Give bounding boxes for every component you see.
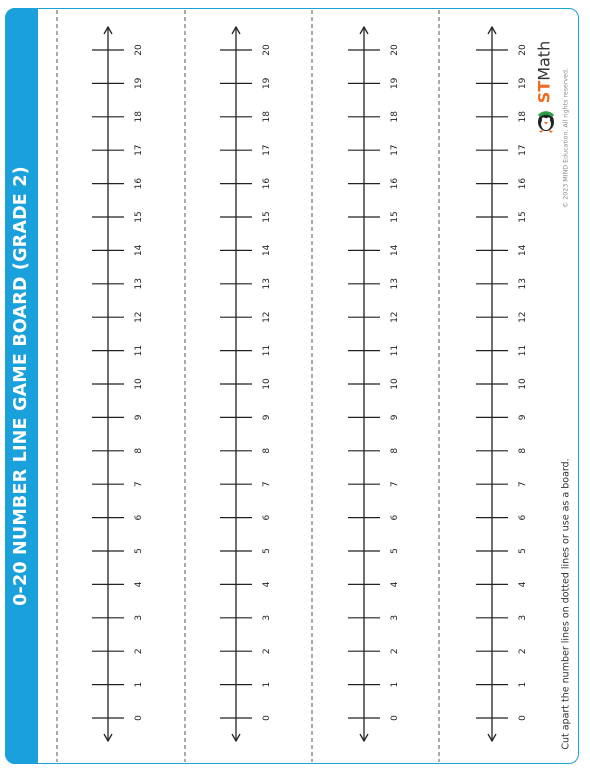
number-line-3-tick-label-6: 6 <box>390 514 400 521</box>
number-line-2-tick-label-10: 10 <box>262 378 272 390</box>
instructions-text: Cut apart the number lines on dotted lines or use as a board. <box>560 458 572 750</box>
number-line-1-tick-label-8: 8 <box>134 447 144 454</box>
copyright-text: © 2023 MIND Education. All rights reserved. <box>562 67 570 209</box>
number-line-4-tick-label-12: 12 <box>518 311 528 323</box>
number-line-4-tick-label-0: 0 <box>518 715 528 721</box>
number-line-3-tick-label-16: 16 <box>390 177 400 190</box>
number-line-3-tick-label-18: 18 <box>390 111 400 123</box>
number-line-3-tick-label-11: 11 <box>390 344 400 357</box>
number-line-4-tick-label-6: 6 <box>518 514 528 521</box>
number-line-1-tick-label-12: 12 <box>134 311 144 323</box>
number-line-3-tick-label-19: 19 <box>390 77 400 90</box>
number-line-3-tick-label-4: 4 <box>390 581 400 588</box>
number-line-1-tick-label-18: 18 <box>134 111 144 123</box>
number-line-4-tick-label-13: 13 <box>518 278 528 290</box>
number-line-4-tick-label-1: 1 <box>518 681 528 688</box>
penguin-mascot-icon <box>536 109 556 133</box>
number-line-2-tick-label-12: 12 <box>262 311 272 323</box>
number-line-3-tick-label-15: 15 <box>390 211 400 223</box>
number-line-4-tick-label-11: 11 <box>518 344 528 357</box>
page-title: 0-20 NUMBER LINE GAME BOARD (GRADE 2) <box>11 166 31 606</box>
number-line-1-tick-label-1: 1 <box>134 681 144 688</box>
number-line-1-tick-label-13: 13 <box>134 278 144 290</box>
number-line-3-tick-label-9: 9 <box>390 414 400 421</box>
number-line-2-tick-label-13: 13 <box>262 278 272 290</box>
number-line-4-tick-label-5: 5 <box>518 548 528 554</box>
number-line-1-tick-label-14: 14 <box>134 244 144 257</box>
number-line-3-tick-label-1: 1 <box>390 681 400 688</box>
number-line-4-tick-label-17: 17 <box>518 144 528 156</box>
number-line-4-tick-label-2: 2 <box>518 648 528 655</box>
number-line-1-tick-label-16: 16 <box>134 177 144 190</box>
number-line-3-tick-label-2: 2 <box>390 648 400 655</box>
number-line-2-tick-label-7: 7 <box>262 481 272 488</box>
number-line-4-tick-label-7: 7 <box>518 481 528 488</box>
number-line-4-tick-label-10: 10 <box>518 378 528 390</box>
number-line-1-tick-label-19: 19 <box>134 77 144 90</box>
number-line-4-tick-label-18: 18 <box>518 111 528 123</box>
number-line-1-tick-label-4: 4 <box>134 581 144 588</box>
number-line-3-tick-label-14: 14 <box>390 244 400 257</box>
number-line-3-tick-label-12: 12 <box>390 311 400 323</box>
number-line-4-tick-label-15: 15 <box>518 211 528 223</box>
number-line-4-tick-label-19: 19 <box>518 77 528 90</box>
number-line-1-tick-label-17: 17 <box>134 144 144 156</box>
number-line-1-tick-label-9: 9 <box>134 414 144 421</box>
number-line-2-tick-label-0: 0 <box>262 715 272 721</box>
number-line-2-tick-label-5: 5 <box>262 548 272 554</box>
number-line-1-tick-label-6: 6 <box>134 514 144 521</box>
number-line-4-tick-label-9: 9 <box>518 414 528 421</box>
number-line-3-tick-label-10: 10 <box>390 378 400 390</box>
number-line-4-tick-label-4: 4 <box>518 581 528 588</box>
logo-st: ST <box>534 80 554 104</box>
number-line-4-tick-label-16: 16 <box>518 177 528 190</box>
number-line-4-tick-label-20: 20 <box>518 44 528 56</box>
number-line-3-tick-label-5: 5 <box>390 548 400 554</box>
number-line-3-tick-label-7: 7 <box>390 481 400 488</box>
number-line-2-tick-label-9: 9 <box>262 414 272 421</box>
number-line-1-tick-label-3: 3 <box>134 614 144 621</box>
number-line-2-tick-label-20: 20 <box>262 44 272 56</box>
logo-math: Math <box>534 40 554 81</box>
number-line-2-tick-label-17: 17 <box>262 144 272 156</box>
number-line-2-tick-label-14: 14 <box>262 244 272 257</box>
stmath-logo <box>535 41 554 103</box>
number-line-1-tick-label-11: 11 <box>134 344 144 357</box>
number-line-2-tick-label-16: 16 <box>262 177 272 190</box>
number-line-3-tick-label-17: 17 <box>390 144 400 156</box>
number-line-1-tick-label-7: 7 <box>134 481 144 488</box>
number-line-1-tick-label-2: 2 <box>134 648 144 655</box>
number-line-4-tick-label-14: 14 <box>518 244 528 257</box>
number-line-2-tick-label-3: 3 <box>262 614 272 621</box>
number-line-4-tick-label-3: 3 <box>518 614 528 621</box>
number-line-2-tick-label-18: 18 <box>262 111 272 123</box>
number-line-2-tick-label-8: 8 <box>262 447 272 454</box>
number-line-3-tick-label-13: 13 <box>390 278 400 290</box>
number-line-3-tick-label-8: 8 <box>390 447 400 454</box>
number-line-3-tick-label-3: 3 <box>390 614 400 621</box>
number-line-2-tick-label-2: 2 <box>262 648 272 655</box>
number-line-2-tick-label-1: 1 <box>262 681 272 688</box>
number-line-1-tick-label-15: 15 <box>134 211 144 223</box>
number-line-2-tick-label-6: 6 <box>262 514 272 521</box>
number-line-1-tick-label-10: 10 <box>134 378 144 390</box>
number-line-1-tick-label-5: 5 <box>134 548 144 554</box>
number-line-1-tick-label-0: 0 <box>134 715 144 721</box>
number-line-2-tick-label-15: 15 <box>262 211 272 223</box>
number-line-3-tick-label-0: 0 <box>390 715 400 721</box>
number-line-2-tick-label-11: 11 <box>262 344 272 357</box>
number-line-4-tick-label-8: 8 <box>518 447 528 454</box>
number-line-2-tick-label-19: 19 <box>262 77 272 90</box>
number-line-2-tick-label-4: 4 <box>262 581 272 588</box>
number-line-3-tick-label-20: 20 <box>390 44 400 56</box>
number-line-1-tick-label-20: 20 <box>134 44 144 56</box>
